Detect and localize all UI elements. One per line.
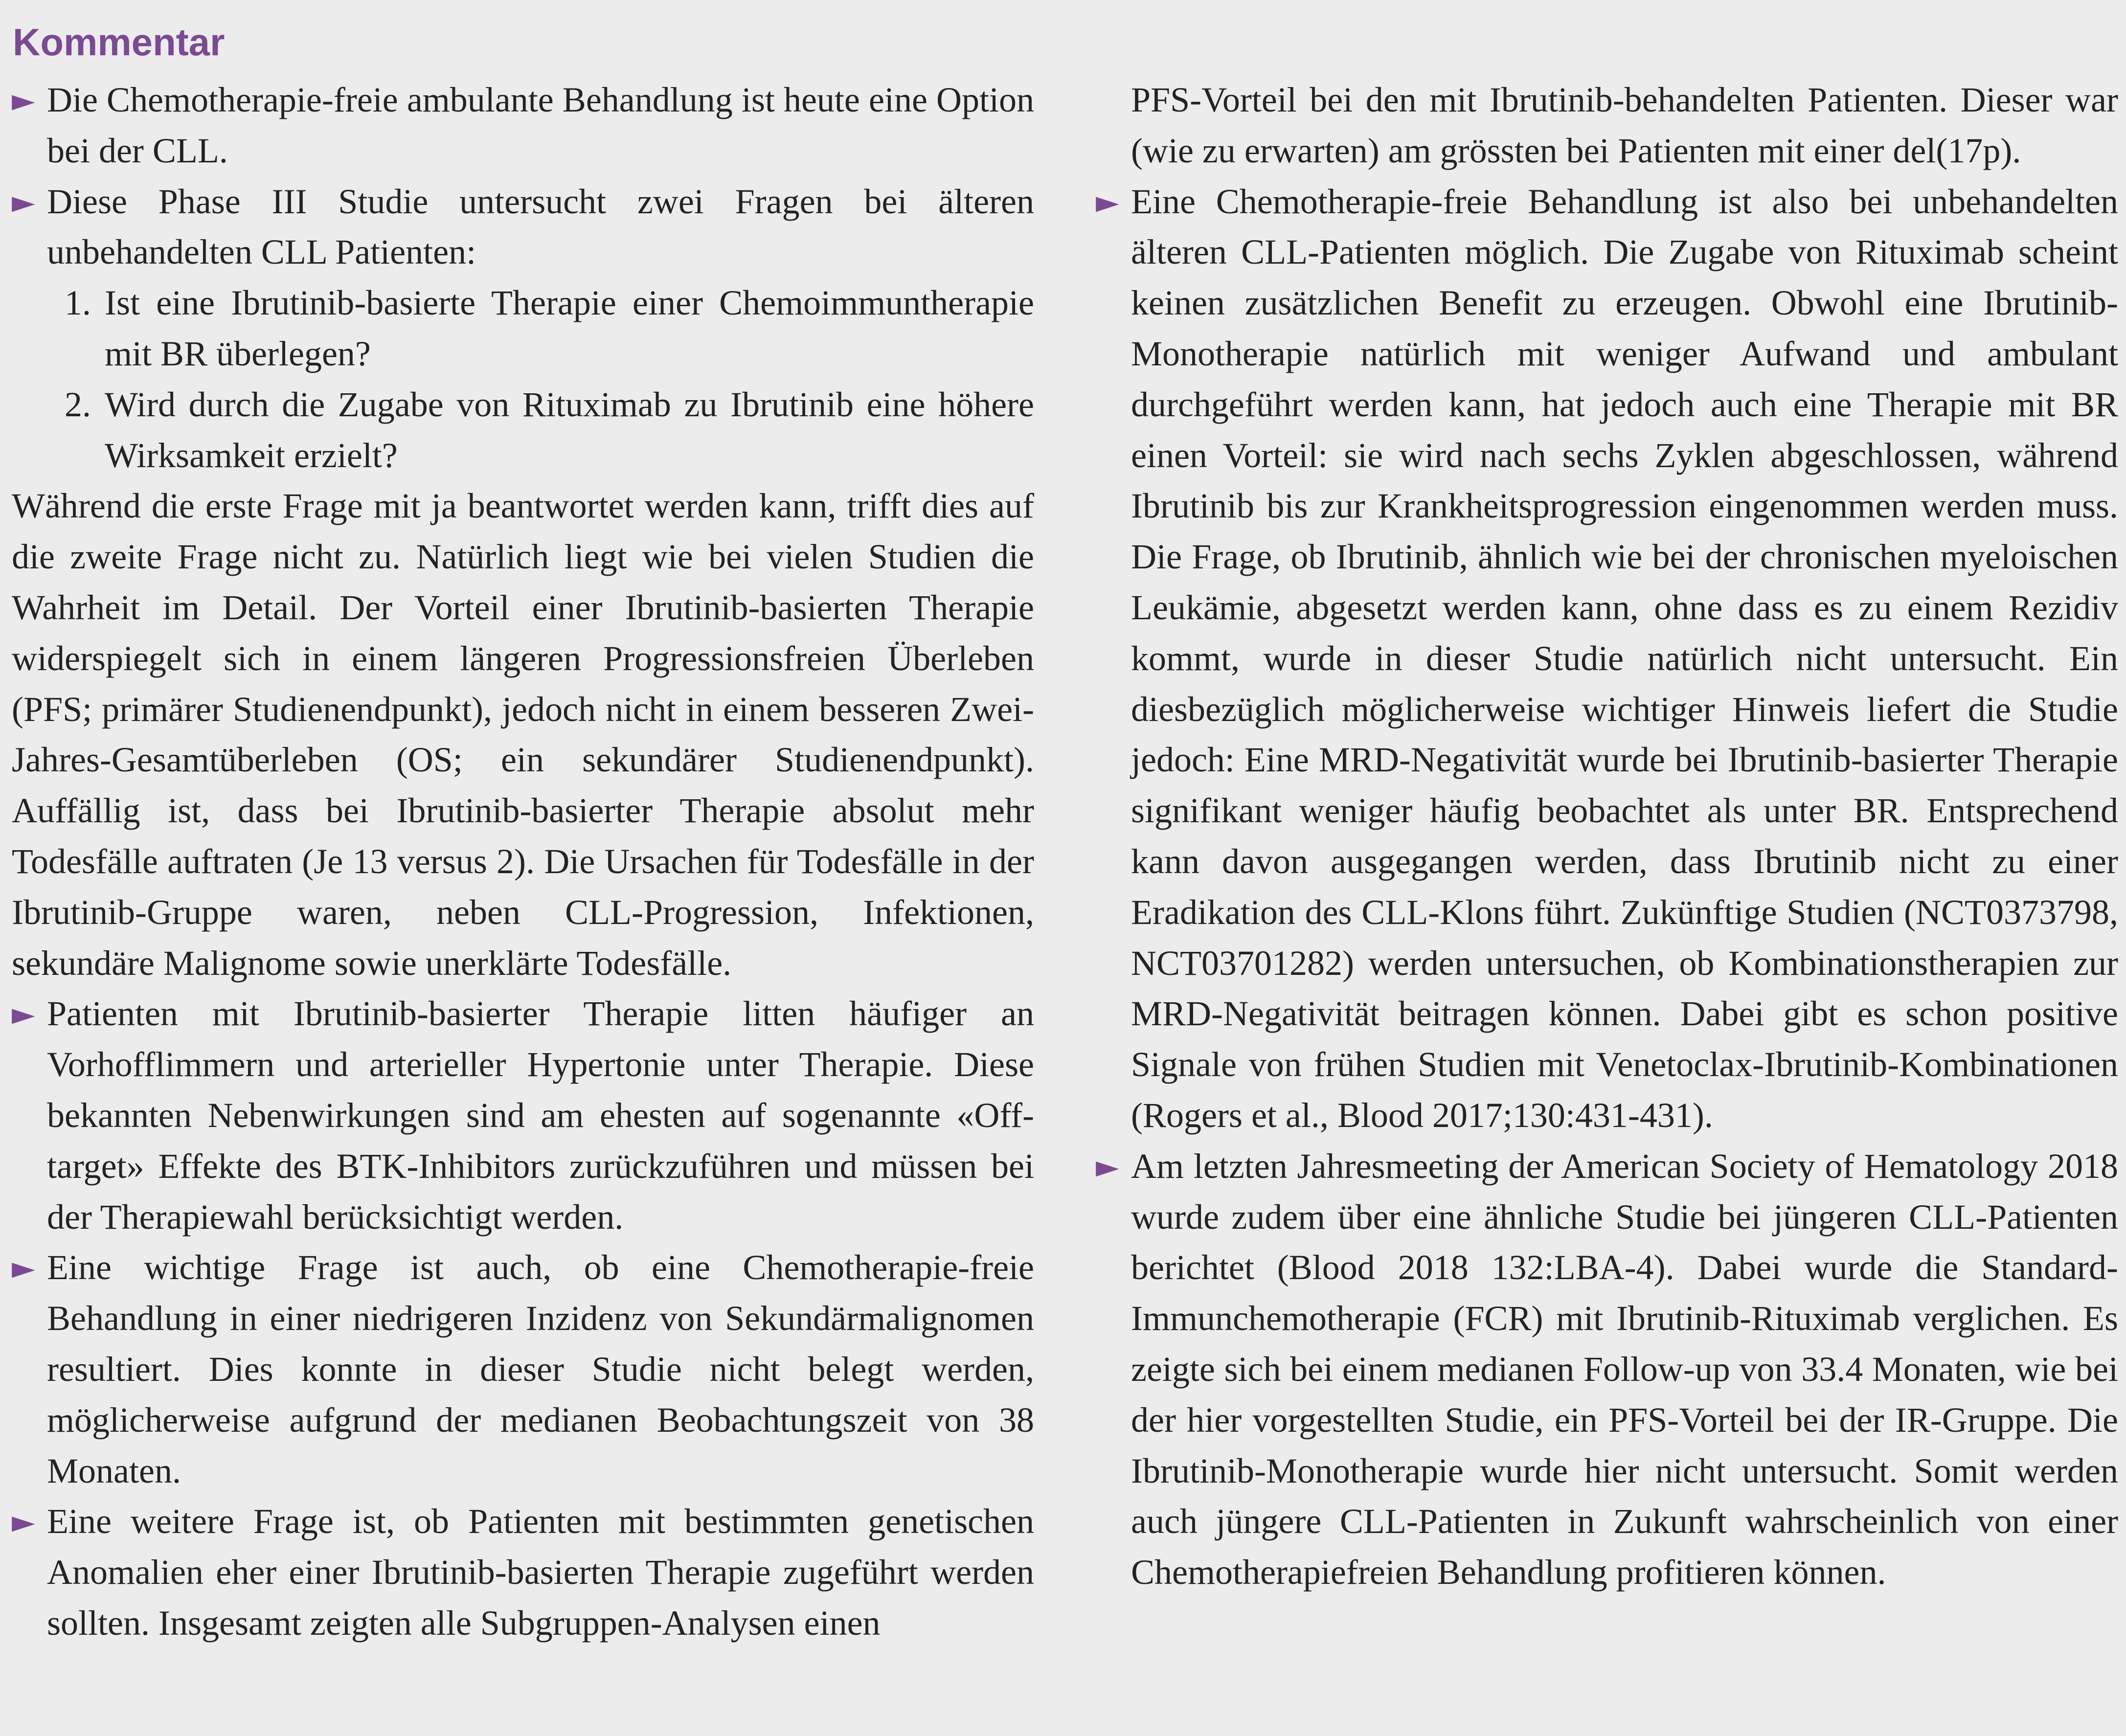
arrow-bullet-icon: ► — [12, 996, 35, 1032]
bullet-paragraph — [12, 177, 1034, 278]
bullet-text: Eine wichtige Frage ist auch, ob eine Chemotherapie-freie Behandlung in einer niedrigeren Inzidenz von Sekundärmalignomen resultiert. Dies konnte in dieser Studie nicht belegt werden, möglicherweise aufgrund der medianen Beobachtungszeit von 38 Monaten. — [47, 1248, 1034, 1490]
bullet-paragraph — [1096, 1141, 2118, 1598]
arrow-bullet-icon: ► — [12, 183, 35, 220]
bullet-text: Eine Chemotherapie-freie Behandlung ist also bei unbehandelten älteren CLL-Patienten möglich. Die Zugabe von Rituximab scheint keinen zusätzlichen Benefit zu erzeugen. Obwohl eine Ibrutinib-Monotherapie natürlich mit weniger Aufwand und ambulant durchgeführt werden kann, hat jedoch auch eine Therapie mit BR einen Vorteil: sie wird nach sechs Zyklen abgeschlossen, während Ibrutinib bis zur Krankheitsprogression eingenommen werden muss. Die Frage, ob Ibrutinib, ähnlich wie bei der chronischen myeloischen Leukämie, abgesetzt werden kann, ohne dass es zu einem Rezidiv kommt, wurde in dieser Studie natürlich nicht untersucht. Ein diesbezüglich möglicherweise wichtiger Hinweis liefert die Studie jedoch: Eine MRD-Negativität wurde bei Ibrutinib-basierter Therapie signifikant weniger häufig beobachtet als unter BR. Entsprechend kann davon ausgegangen werden, dass Ibrutinib nicht zu einer Eradikation des CLL-Klons führt. Zukünftige Studien (NCT0373798, NCT03701282) werden untersuchen, ob Kombinationstherapien zur MRD-Negativität beitragen können. Dabei gibt es schon positive Signale von frühen Studien mit Venetoclax-Ibrutinib-Kombinationen (Rogers et al., Blood 2017;130:431-431). — [1131, 181, 2118, 1135]
bullet-paragraph — [12, 75, 1034, 177]
bullet-text: Die Chemotherapie-freie ambulante Behandlung ist heute eine Option bei der CLL. — [47, 80, 1034, 170]
bullet-text: Eine weitere Frage ist, ob Patienten mit bestimmten genetischen Anomalien eher einer Ibrutinib-basierten Therapie zugeführt werden sollten. Insgesamt zeigten alle Subgruppen-Analysen einen — [47, 1502, 1034, 1643]
item-number: 2. — [65, 384, 91, 424]
continued-text: PFS-Vorteil bei den mit Ibrutinib-behandelten Patienten. Dieser war (wie zu erwarten) am grössten bei Patienten mit einer del(17p). — [1131, 80, 2118, 170]
arrow-bullet-icon: ► — [1096, 1148, 1119, 1184]
numbered-item — [12, 380, 1034, 481]
bullet-paragraph — [12, 1242, 1034, 1496]
bullet-text: Diese Phase III Studie untersucht zwei Fragen bei älteren unbehandelten CLL Patienten: — [47, 181, 1034, 272]
bullet-paragraph — [12, 989, 1034, 1242]
item-text: Ist eine Ibrutinib-basierte Therapie einer Chemoimmuntherapie mit BR überlegen? — [105, 283, 1034, 373]
arrow-bullet-icon: ► — [1096, 183, 1119, 220]
section-heading: Kommentar — [13, 21, 225, 64]
bullet-paragraph — [12, 1496, 1034, 1648]
item-number: 1. — [65, 283, 91, 323]
arrow-bullet-icon: ► — [12, 1504, 35, 1540]
arrow-bullet-icon: ► — [12, 1250, 35, 1286]
bullet-text: Patienten mit Ibrutinib-basierter Therapie litten häufiger an Vorhofflimmern und arterieller Hypertonie unter Therapie. Diese bekannten Nebenwirkungen sind am ehesten auf sogenannte «Off-target» Effekte des BTK-Inhibitors zurückzuführen und müssen bei der Therapiewahl berücksichtigt werden. — [47, 994, 1034, 1237]
arrow-bullet-icon: ► — [12, 82, 35, 118]
item-text: Wird durch die Zugabe von Rituximab zu Ibrutinib eine höhere Wirksamkeit erzielt? — [105, 384, 1034, 475]
bullet-text: Am letzten Jahresmeeting der American Society of Hematology 2018 wurde zudem über eine ähnliche Studie bei jüngeren CLL-Patienten berichtet (Blood 2018 132:LBA-4). Dabei wurde die Standard-Immunchemotherapie (FCR) mit Ibrutinib-Rituximab verglichen. Es zeigte sich bei einem medianen Follow-up von 33.4 Monaten, wie bei der hier vorgestellten Studie, ein PFS-Vorteil bei der IR-Gruppe. Die Ibrutinib-Monotherapie wurde hier nicht untersucht. Somit werden auch jüngere CLL-Patienten in Zukunft wahrscheinlich von einer Chemotherapiefreien Behandlung profitieren können. — [1131, 1146, 2118, 1592]
right-column — [1096, 75, 2118, 1598]
numbered-item — [12, 278, 1034, 380]
continued-paragraph — [1096, 75, 2118, 177]
bullet-paragraph — [1096, 177, 2118, 1141]
left-column — [12, 75, 1034, 1649]
body-paragraph: Während die erste Frage mit ja beantwortet werden kann, trifft dies auf die zweite Frage nicht zu. Natürlich liegt wie bei vielen Studien die Wahrheit im Detail. Der Vorteil einer Ibrutinib-basierten Therapie widerspiegelt sich in einem längeren Progressionsfreien Überleben (PFS; primärer Studienendpunkt), jedoch nicht in einem besseren Zwei-Jahres-Gesamtüberleben (OS; ein sekundärer Studienendpunkt). Auffällig ist, dass bei Ibrutinib-basierter Therapie absolut mehr Todesfälle auftraten (Je 13 versus 2). Die Ursachen für Todesfälle in der Ibrutinib-Gruppe waren, neben CLL-Progression, Infektionen, sekundäre Malignome sowie unerklärte Todesfälle. — [12, 486, 1034, 983]
